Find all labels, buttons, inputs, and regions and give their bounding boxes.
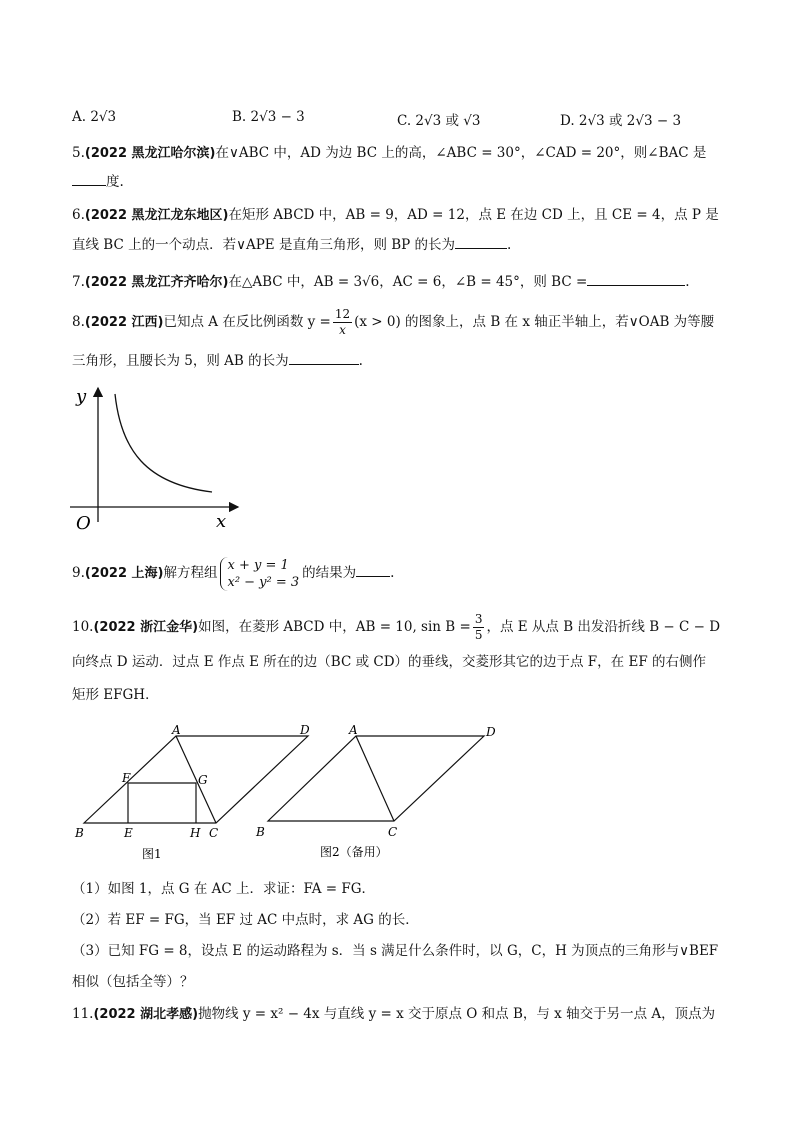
q7-blank [587, 273, 685, 286]
q9-line-1 [72, 553, 394, 594]
q6-line-2 [72, 236, 511, 254]
q5-number: 5. [72, 145, 85, 161]
q10-line-1 [72, 610, 720, 645]
q8-graph [66, 380, 246, 530]
q6-source: (2022 黑龙江龙东地区) [84, 208, 229, 223]
fig1-label-a: A [172, 723, 181, 737]
q11-text-1: 抛物线 y = x² − 4x 与直线 y = x 交于原点 O 和点 B，与 x 轴交于另一点 A，顶点为 [198, 1006, 716, 1022]
q10-part-3-text: （3）已知 FG = 8，设点 E 的运动路程为 s．当 s 满足什么条件时，以 G，C，H 为顶点的三角形与∨BEF [72, 943, 719, 959]
q7-text-1: 在△ABC 中，AB = 3√6，AC = 6，∠B = 45°，则 BC = [228, 274, 588, 290]
fig2-diagonal-ac [356, 736, 394, 821]
q8-text-1: 已知点 A 在反比例函数 y = [163, 314, 331, 330]
q10-part-2-text: （2）若 EF = FG，当 EF 过 AC 中点时，求 AG 的长． [72, 912, 419, 928]
q5-text-1: 在∨ABC 中，AD 为边 BC 上的高，∠ABC = 30°，∠CAD = 20°，则∠BAC 是 [215, 145, 707, 161]
q8-blank [289, 352, 359, 365]
q10-part-3 [72, 942, 718, 960]
q8-line-1 [72, 306, 714, 339]
q8-number: 8. [72, 314, 85, 330]
q11-line-1 [72, 1005, 715, 1024]
fig1-label-e: E [124, 826, 133, 840]
q8-text-3: 三角形，且腰长为 5，则 AB 的长为 [72, 353, 289, 369]
q10-frac-num: 3 [474, 612, 483, 626]
fig2-label-c: C [388, 825, 398, 839]
fig1-label-b: B [75, 826, 84, 840]
q8-fraction [333, 307, 352, 338]
q11-number: 11. [72, 1006, 94, 1022]
q10-part-3b [72, 973, 194, 991]
q8-text-2: (x > 0) 的图象上，点 B 在 x 轴正半轴上，若∨OAB 为等腰 [354, 314, 715, 330]
q9-number: 9. [72, 565, 85, 581]
q5-line-1 [72, 144, 706, 163]
graph-origin-label: O [76, 513, 91, 530]
q7-number: 7. [72, 274, 85, 290]
q9-source: (2022 上海) [84, 566, 164, 581]
q9-equation-system [220, 557, 299, 591]
q7-line-1 [72, 273, 690, 292]
fig2-label-d: D [486, 725, 496, 739]
graph-x-label: x [216, 511, 227, 530]
q10-part-3b-text: 相似（包括全等）？ [72, 974, 194, 990]
q10-part-1-text: （1）如图 1，点 G 在 AC 上．求证：FA = FG． [72, 881, 375, 897]
q10-part-2 [72, 911, 419, 929]
q10-line-3 [72, 686, 159, 704]
q6-text-2: 直线 BC 上的一个动点．若∨APE 是直角三角形，则 BP 的长为 [72, 237, 456, 253]
q10-fraction [473, 612, 485, 643]
q6-end: . [507, 237, 512, 253]
q10-frac-den: 5 [474, 628, 483, 642]
fig2-rhombus [268, 736, 484, 821]
fig2-caption: 图2（备用） [320, 845, 388, 859]
option-a: A. 2√3 [72, 109, 117, 125]
q10-text-4: 矩形 EFGH． [72, 687, 159, 703]
option-b: B. 2√3 − 3 [232, 109, 305, 125]
q5-blank [72, 173, 106, 186]
fig1-label-d: D [300, 723, 310, 737]
q10-line-2 [72, 653, 706, 671]
q5-source: (2022 黑龙江哈尔滨) [84, 146, 216, 161]
q9-eq1: x + y = 1 [227, 557, 289, 573]
q9-end: . [390, 565, 395, 581]
fig1-label-g: G [198, 773, 208, 787]
q6-line-1 [72, 206, 719, 225]
q8-end: . [358, 353, 363, 369]
option-d: D. 2√3 或 2√3 − 3 [560, 113, 682, 129]
q9-text-1: 解方程组 [163, 565, 218, 581]
fig1-label-c: C [209, 826, 219, 840]
q9-text-2: 的结果为 [302, 565, 357, 581]
fig2-label-a: A [349, 723, 358, 737]
q9-blank [356, 564, 390, 577]
q6-text-1: 在矩形 ABCD 中，AB = 9，AD = 12，点 E 在边 CD 上，且 CE = 4，点 P 是 [228, 207, 719, 223]
q11-source: (2022 湖北孝感) [93, 1007, 199, 1022]
fig2-label-b: B [256, 825, 265, 839]
q10-text-1: 如图，在菱形 ABCD 中，AB = 10, sin B = [198, 619, 471, 635]
q8-line-2 [72, 352, 363, 370]
q7-source: (2022 黑龙江齐齐哈尔) [84, 275, 229, 290]
option-c: C. 2√3 或 √3 [397, 113, 481, 129]
q8-source: (2022 江西) [84, 315, 164, 330]
q10-part-1 [72, 880, 375, 898]
graph-y-label: y [76, 386, 87, 407]
q9-eq2: x² − y² = 3 [227, 574, 300, 590]
q10-number: 10. [72, 619, 94, 635]
q5-text-2: 度. [106, 174, 124, 190]
q10-source: (2022 浙江金华) [93, 620, 199, 635]
q6-number: 6. [72, 207, 85, 223]
fig1-label-f: F [122, 771, 131, 785]
fig1-label-h: H [190, 826, 201, 840]
fig1-caption: 图1 [142, 847, 162, 861]
fig1-rectangle-efgh [128, 783, 196, 823]
q8-frac-num: 12 [334, 307, 351, 321]
q7-end: . [685, 274, 690, 290]
q10-text-3: 向终点 D 运动．过点 E 作点 E 所在的边（BC 或 CD）的垂线，交菱形其它的边于点 F，在 EF 的右侧作 [72, 654, 706, 670]
q8-frac-den: x [339, 323, 346, 337]
figure-2 [252, 718, 512, 868]
q5-line-2 [72, 173, 124, 191]
hyperbola-curve [115, 394, 212, 492]
q6-blank [455, 236, 507, 249]
q10-text-2: ，点 E 从点 B 出发沿折线 B − C − D [486, 619, 721, 635]
